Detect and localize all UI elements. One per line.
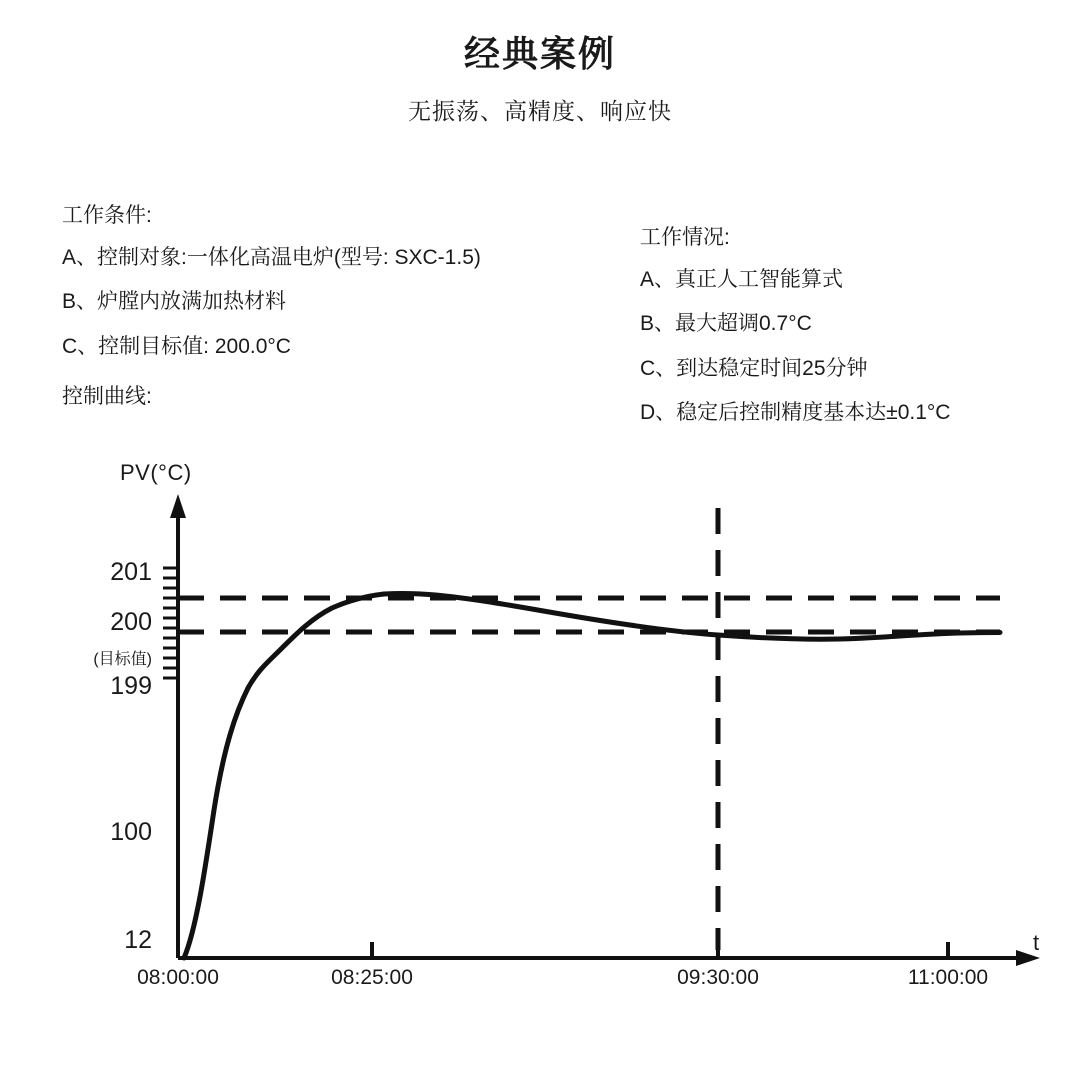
page-title: 经典案例 (463, 33, 616, 74)
page-subtitle: 无振荡、高精度、响应快 (408, 98, 672, 125)
working-conditions-heading: 工作条件: (62, 204, 152, 227)
x-axis-label: t (1033, 930, 1040, 955)
y-tick-201: 201 (110, 558, 152, 586)
working-status-item-d: D、稳定后控制精度基本达±0.1°C (640, 401, 951, 425)
y-tick-100: 100 (110, 818, 152, 846)
x-axis-ticks (372, 942, 948, 958)
working-status-item-a: A、真正人工智能算式 (640, 267, 844, 291)
x-axis-arrow-icon (1016, 950, 1040, 966)
conditions-columns (0, 200, 1080, 440)
chart-plot-area (0, 450, 1080, 1050)
y-tick-target-note: (目标值) (93, 651, 152, 668)
y-tick-12: 12 (124, 926, 152, 954)
working-status-item-c: C、到达稳定时间25分钟 (640, 356, 868, 380)
working-status-item-b: B、最大超调0.7°C (640, 312, 812, 336)
y-axis-label: PV(°C) (120, 460, 192, 485)
y-tick-200: 200 (110, 608, 152, 636)
y-axis-minor-ticks (163, 568, 178, 678)
control-curve-label: 控制曲线: (62, 385, 152, 408)
x-tick-3: 11:00:00 (907, 966, 989, 989)
x-tick-1: 08:25:00 (331, 966, 413, 989)
working-conditions-item-b: B、炉膛内放满加热材料 (62, 290, 287, 314)
working-status-block (640, 222, 1060, 442)
working-conditions-item-c: C、控制目标值: 200.0°C (62, 334, 291, 358)
working-conditions-block (62, 200, 662, 375)
x-tick-2: 09:30:00 (677, 966, 759, 989)
y-axis-arrow-icon (170, 494, 186, 518)
working-conditions-item-a: A、控制对象:一体化高温电炉(型号: SXC-1.5) (62, 245, 481, 269)
working-status-heading: 工作情况: (640, 226, 730, 249)
control-curve-chart (0, 450, 1080, 1050)
x-tick-0: 08:00:00 (137, 966, 219, 989)
y-tick-199: 199 (110, 672, 152, 700)
pv-curve-line (184, 593, 1000, 958)
